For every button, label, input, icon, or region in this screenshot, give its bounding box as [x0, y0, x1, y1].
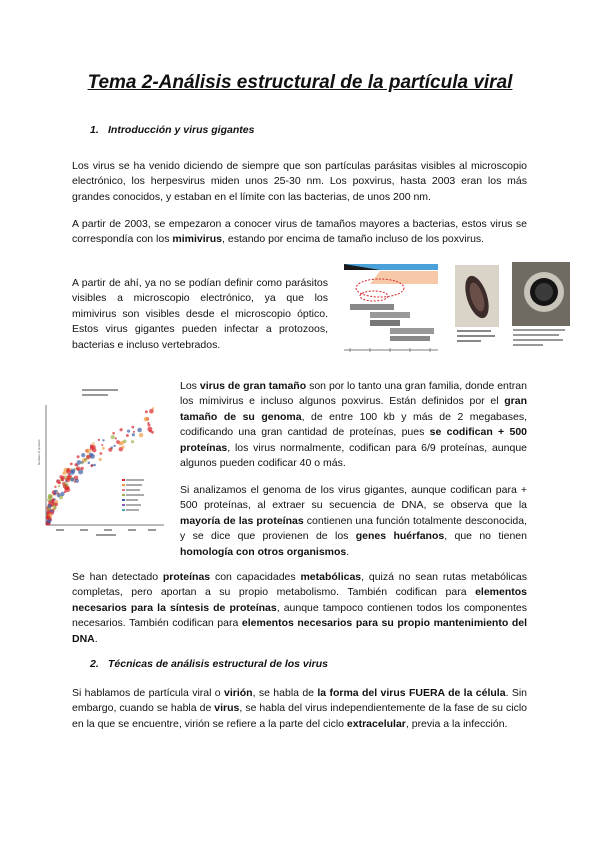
scatter-point [74, 481, 76, 483]
scatter-point [92, 442, 95, 445]
scatter-point [90, 465, 93, 468]
scatter-point [90, 444, 92, 446]
scatter-point [67, 476, 71, 480]
scatter-point [52, 499, 54, 501]
scatter-point [132, 433, 135, 436]
scatter-point [116, 440, 120, 444]
scatter-point [121, 446, 124, 449]
scatter-point [46, 516, 50, 520]
scatter-point [93, 464, 96, 467]
scatter-point [151, 431, 154, 434]
scatter-point [127, 430, 130, 433]
scatter-point [86, 455, 91, 460]
size-scale-diagram [340, 262, 440, 355]
scatter-point [131, 426, 134, 429]
scatter-point [145, 410, 148, 413]
scatter-point [111, 435, 115, 439]
paragraph-7: Si hablamos de partícula viral o virión, se habla de la forma del virus FUERA de la célula. Sin embargo, cuando se habla de virus, se habla del virus independientemente de la fase de su ciclo en la que se encuentre, virión se refiere a la parte del ciclo extracelular, previa a la infección. [72, 687, 528, 730]
scatter-point [131, 440, 134, 443]
paragraph-2: A partir de 2003, se empezaron a conocer virus de tamaños mayores a bacterias, estos virus se correspondía con los mimivirus, estando por encima de tamaño incluso de los poxvirus. [72, 218, 527, 246]
scatter-point [58, 485, 60, 487]
scatter-point [53, 506, 57, 510]
paragraph-5: Si analizamos el genoma de los virus gigantes, aunque codifican para + 500 proteínas, al extraer su secuencia de DNA, se observa que la mayoría de las proteínas contienen una función totalmente desconocida, y se dice que provienen de los genes huérfanos, que no tienen homología con otros organismos. [180, 484, 527, 558]
scatter-point [60, 492, 64, 496]
mimivirus-em-micrograph [512, 262, 570, 354]
paragraph-3: A partir de ahí, ya no se podían definir como parásitos visibles a microscopio electrónico, ya que los mimivirus son visibles desde el microscopio óptico. Estos virus gigantes pueden infectar a protozoos, bacterias e incluso vertebrados. [72, 277, 328, 351]
scatter-point [120, 441, 124, 445]
section-title: Introducción y virus gigantes [108, 124, 255, 136]
scatter-point [149, 409, 154, 414]
scatter-point [71, 478, 75, 482]
size-scale-svg [340, 262, 440, 355]
section-heading-2 [90, 658, 328, 670]
section-number: 2. [90, 658, 99, 670]
scatter-point [54, 486, 56, 488]
scatter-point [120, 428, 123, 431]
scatter-point [77, 455, 80, 458]
genome-scatter-svg [36, 385, 168, 540]
paragraph-4: Los virus de gran tamaño son por lo tanto una gran familia, donde entran los mimivirus e incluso algunos poxvirus. Están definidos por el gran tamaño de su genoma, de entre 100 kb y más de 2 megabases, codificando una gran cantidad de proteínas, pues se codifican + 500 proteínas, los virus normalmente, codifican para 6/9 proteínas, aunque algunos pueden codificar 40 o más. [180, 380, 527, 470]
scatter-point [88, 462, 91, 465]
scatter-point [61, 478, 65, 482]
scatter-point [102, 447, 105, 450]
svg-text:Number of proteins: Number of proteins [37, 439, 41, 465]
virus-em-micrograph [455, 265, 499, 345]
scatter-point [57, 493, 61, 497]
scatter-point [70, 463, 73, 466]
scatter-point [144, 417, 149, 422]
paragraph-6: Se han detectado proteínas con capacidades metabólicas, quizá no sean rutas metabólicas completas, pero aportan a su propio metabolismo. También codifican para elementos necesarios para la síntesis de proteínas, aunque tampoco contienen todos los componentes necesarios. También codifican para elementos necesarios para su propio mantenimiento del DNA. [72, 571, 527, 645]
scatter-point [147, 424, 150, 427]
page-title: Tema 2-Análisis estructural de la partícula viral [87, 72, 513, 93]
scatter-point [66, 470, 71, 475]
scatter-point [65, 480, 67, 482]
scatter-point [77, 460, 82, 465]
scatter-point [63, 484, 67, 488]
section-number: 1. [90, 124, 99, 136]
section-title: Técnicas de análisis estructural de los virus [108, 658, 329, 670]
scatter-point [126, 434, 129, 437]
scatter-point [64, 490, 67, 493]
scatter-point [62, 472, 66, 476]
scatter-point [92, 448, 97, 453]
scatter-point [48, 501, 51, 504]
scatter-point [99, 458, 102, 461]
scatter-point [56, 479, 60, 483]
scatter-point [108, 448, 112, 452]
scatter-point [139, 433, 143, 437]
scatter-point [133, 431, 135, 433]
scatter-point [47, 519, 52, 524]
section-heading-1 [90, 124, 254, 136]
scatter-point [115, 437, 117, 439]
scatter-point [100, 452, 103, 455]
scatter-point [51, 512, 54, 515]
scatter-point [102, 439, 104, 441]
scatter-point [137, 428, 142, 433]
scatter-point [48, 504, 52, 508]
scatter-point [56, 491, 58, 493]
scatter-point [81, 453, 85, 457]
scatter-point [71, 469, 76, 474]
paragraph-1: Los virus se ha venido diciendo de siempre que son partículas parásitas visibles al microscopio electrónico, los herpesvirus miden unos 25-30 nm. Los poxvirus, hasta 2003 eran los más grandes conocidos, y estaban en el límite con las bacterias, de unos 200 nm. [72, 160, 527, 203]
scatter-point [76, 466, 80, 470]
scatter-point [98, 439, 100, 441]
scatter-point [113, 445, 115, 447]
genome-size-scatter-figure [36, 385, 168, 540]
scatter-point [101, 444, 103, 446]
scatter-point [86, 449, 91, 454]
scatter-point [55, 500, 58, 503]
scatter-point [112, 432, 115, 435]
